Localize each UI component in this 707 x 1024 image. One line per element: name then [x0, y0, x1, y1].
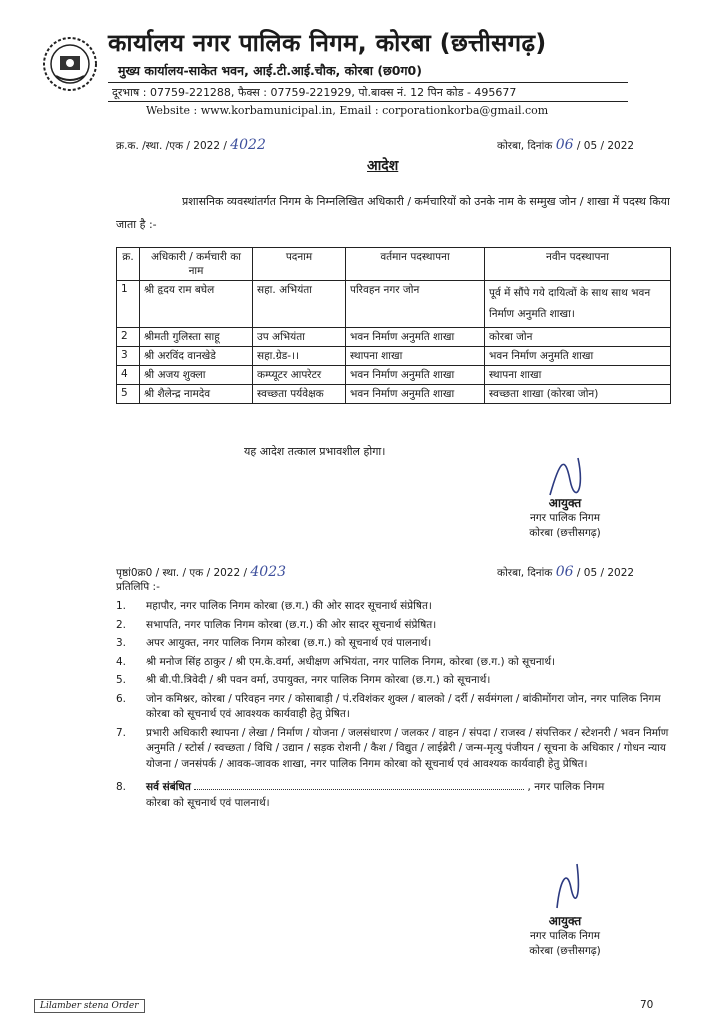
- copy-ref-printed: पृष्ठां0क्र0 / स्था. / एक / 2022 /: [116, 567, 248, 579]
- header-new-posting: नवीन पदस्थापना: [485, 248, 671, 281]
- signatory-title-2: आयुक्त: [548, 914, 582, 928]
- cell-new: भवन निर्माण अनुमति शाखा: [485, 347, 671, 366]
- order-effective-note: यह आदेश तत्काल प्रभावशील होगा।: [244, 445, 386, 458]
- cell-name: श्री हृदय राम बघेल: [140, 281, 253, 328]
- list-item-number: 6.: [116, 692, 127, 705]
- cell-name: श्री अरविंद वानखेडे: [140, 347, 253, 366]
- copy-date-rest: / 05 / 2022: [576, 567, 635, 579]
- signatory-place-2: कोरबा (छत्तीसगढ़): [529, 945, 601, 957]
- order-heading: आदेश: [367, 158, 399, 174]
- signature-mark-icon: [540, 450, 600, 500]
- list-item-number: 4.: [116, 655, 127, 668]
- cell-serial: 2: [117, 328, 140, 347]
- table-row: [117, 328, 671, 347]
- order-date-day: 06: [555, 137, 574, 153]
- list-item: [116, 726, 686, 773]
- cell-serial: 3: [117, 347, 140, 366]
- cell-designation: कम्प्यूटर आपरेटर: [253, 366, 346, 385]
- signatory-org-2: नगर पालिक निगम: [529, 930, 601, 942]
- office-title: कार्यालय नगर पालिक निगम, कोरबा (छत्तीसगढ़): [108, 29, 547, 57]
- cell-current: स्थापना शाखा: [346, 347, 485, 366]
- cell-designation: सहा. अभियंता: [253, 281, 346, 328]
- list-item-text: प्रभारी अधिकारी स्थापना / लेखा / निर्माण / योजना / जलसंधारण / जलकर / वाहन / संपदा / राजस्व / संपत्तिकर / स्टेशनरी / भवन निर्माण अनुमति / स्टोर्स / स्वच्छता / विधि / उद्यान / सड़क रोशनी / कैश / विद्युत / लाईब्रेरी / जन्म-मृत्यु पंजीयन / सूचना के अधिकार / गोधन न्याय योजना / जनसंपर्क / आवक-जावक शाखा, नगर पालिक निगम कोरबा को सूचनार्थ एवं आवश्यक कार्यवाही हेतु प्रेषित।: [146, 726, 669, 770]
- signatory-org-1: नगर पालिक निगम: [529, 512, 601, 524]
- copy-date-day: 06: [555, 564, 574, 580]
- order-ref-printed: क्र.क. /स्था. /एक / 2022 /: [116, 140, 227, 152]
- header-serial: क्र.: [117, 248, 140, 281]
- office-address: मुख्य कार्यालय-साकेत भवन, आई.टी.आई.चौक, कोरबा (छ0ग0): [118, 63, 422, 78]
- list-item-number: 3.: [116, 637, 127, 649]
- list-item-number: 2.: [116, 618, 127, 631]
- list-item-number: 8.: [116, 781, 127, 793]
- footer-stamp: Lilamber stena Order: [34, 999, 145, 1013]
- header-designation: पदनाम: [253, 248, 346, 281]
- posting-table: [116, 247, 671, 404]
- table-row: [117, 347, 671, 366]
- cell-name: श्रीमती गुलिस्ता साहू: [140, 328, 253, 347]
- list-item: [116, 780, 686, 811]
- signature-block-1: [510, 496, 620, 541]
- list-item-text: श्री बी.पी.त्रिवेदी / श्री पवन वर्मा, उपायुक्त, नगर पालिक निगम कोरबा (छ.ग.) को सूचनार्थ।: [146, 674, 491, 686]
- order-intro: प्रशासनिक व्यवस्थांतर्गत निगम के निम्नलिखित अधिकारी / कर्मचारियों को उनके नाम के सम्मुख जोन / शाखा में पदस्थ किया जाता है :-: [116, 195, 670, 231]
- list-item-body: [146, 780, 686, 811]
- list-item-text: जोन कमिश्नर, कोरबा / परिवहन नगर / कोसाबाड़ी / पं.रविशंकर शुक्ल / बालको / दर्री / सर्वमंगला / बांकीमोंगरा जोन, नगर पालिक निगम कोरबा को सूचनार्थ एवं आवश्यक कार्यवाही हेतु प्रेषित।: [146, 692, 661, 720]
- list-item: [116, 636, 686, 652]
- order-reference: [116, 137, 266, 153]
- list-item-start: सर्व संबंधित: [146, 781, 191, 793]
- cell-new: स्वच्छता शाखा (कोरबा जोन): [485, 385, 671, 404]
- list-item-number: 7.: [116, 726, 127, 739]
- cell-designation: स्वच्छता पर्यवेक्षक: [253, 385, 346, 404]
- page-number: 70: [640, 999, 654, 1011]
- copy-label: प्रतिलिपि :-: [116, 581, 160, 593]
- office-contact: दूरभाष : 07759-221288, फैक्स : 07759-221929, पो.बाक्स नं. 12 पिन कोड - 495677: [112, 86, 517, 99]
- list-item-number: 1.: [116, 600, 127, 612]
- list-item: [116, 673, 686, 689]
- signatory-title-1: आयुक्त: [548, 496, 582, 510]
- cell-name: श्री शैलेन्द्र नामदेव: [140, 385, 253, 404]
- header-divider-bottom: [108, 101, 628, 102]
- office-website: Website : www.korbamunicipal.in, Email : corporationkorba@gmail.com: [146, 104, 549, 117]
- cell-current: भवन निर्माण अनुमति शाखा: [346, 366, 485, 385]
- table-header-row: [117, 248, 671, 281]
- header-name: अधिकारी / कर्मचारी का नाम: [140, 248, 253, 281]
- list-item-text: अपर आयुक्त, नगर पालिक निगम कोरबा (छ.ग.) को सूचनार्थ एवं पालनार्थ।: [146, 637, 432, 649]
- header-divider-top: [108, 82, 628, 83]
- cell-designation: सहा.ग्रेड-।।: [253, 347, 346, 366]
- table-row: [117, 385, 671, 404]
- cell-serial: 5: [117, 385, 140, 404]
- cell-new: पूर्व में सौंपे गये दायित्वों के साथ साथ भवन निर्माण अनुमति शाखा।: [485, 281, 671, 328]
- list-item-line2: कोरबा को सूचनार्थ एवं पालनार्थ।: [146, 796, 270, 809]
- list-item-text: सभापति, नगर पालिक निगम कोरबा (छ.ग.) की ओर सादर सूचनार्थ संप्रेषित।: [146, 618, 437, 631]
- cell-designation: उप अभियंता: [253, 328, 346, 347]
- order-date-prefix: कोरबा, दिनांक: [497, 140, 553, 152]
- list-item-number: 5.: [116, 674, 127, 686]
- cell-new: स्थापना शाखा: [485, 366, 671, 385]
- cell-current: भवन निर्माण अनुमति शाखा: [346, 328, 485, 347]
- list-item: [116, 618, 686, 634]
- cell-current: भवन निर्माण अनुमति शाखा: [346, 385, 485, 404]
- cell-serial: 4: [117, 366, 140, 385]
- emblem-logo-icon: [42, 36, 98, 92]
- list-item-text: महापौर, नगर पालिक निगम कोरबा (छ.ग.) की ओर सादर सूचनार्थ संप्रेषित।: [146, 600, 432, 612]
- list-item: [116, 599, 686, 615]
- order-date-rest: / 05 / 2022: [576, 140, 635, 152]
- cell-serial: 1: [117, 281, 140, 328]
- table-row: [117, 366, 671, 385]
- signatory-place-1: कोरबा (छत्तीसगढ़): [529, 527, 601, 539]
- table-row: [117, 281, 671, 328]
- blank-fill-line: [194, 789, 524, 790]
- cell-new: कोरबा जोन: [485, 328, 671, 347]
- copy-date-prefix: कोरबा, दिनांक: [497, 567, 553, 579]
- copy-list: [116, 599, 686, 814]
- copy-reference: [116, 564, 286, 580]
- list-item: [116, 655, 686, 671]
- list-item-text: श्री मनोज सिंह ठाकुर / श्री एम.के.वर्मा, अधीक्षण अभियंता, नगर पालिक निगम, कोरबा (छ.ग.) को सूचनार्थ।: [146, 655, 556, 668]
- cell-name: श्री अजय शुक्ला: [140, 366, 253, 385]
- list-item-end: , नगर पालिक निगम: [527, 781, 605, 793]
- order-date: [497, 137, 634, 153]
- cell-current: परिवहन नगर जोन: [346, 281, 485, 328]
- signature-mark-icon: [545, 860, 595, 910]
- order-ref-number: 4022: [230, 137, 266, 153]
- list-item: [116, 692, 686, 723]
- copy-ref-number: 4023: [250, 564, 287, 580]
- header-current-posting: वर्तमान पदस्थापना: [346, 248, 485, 281]
- signature-block-2: [505, 914, 625, 959]
- copy-date: [497, 564, 634, 580]
